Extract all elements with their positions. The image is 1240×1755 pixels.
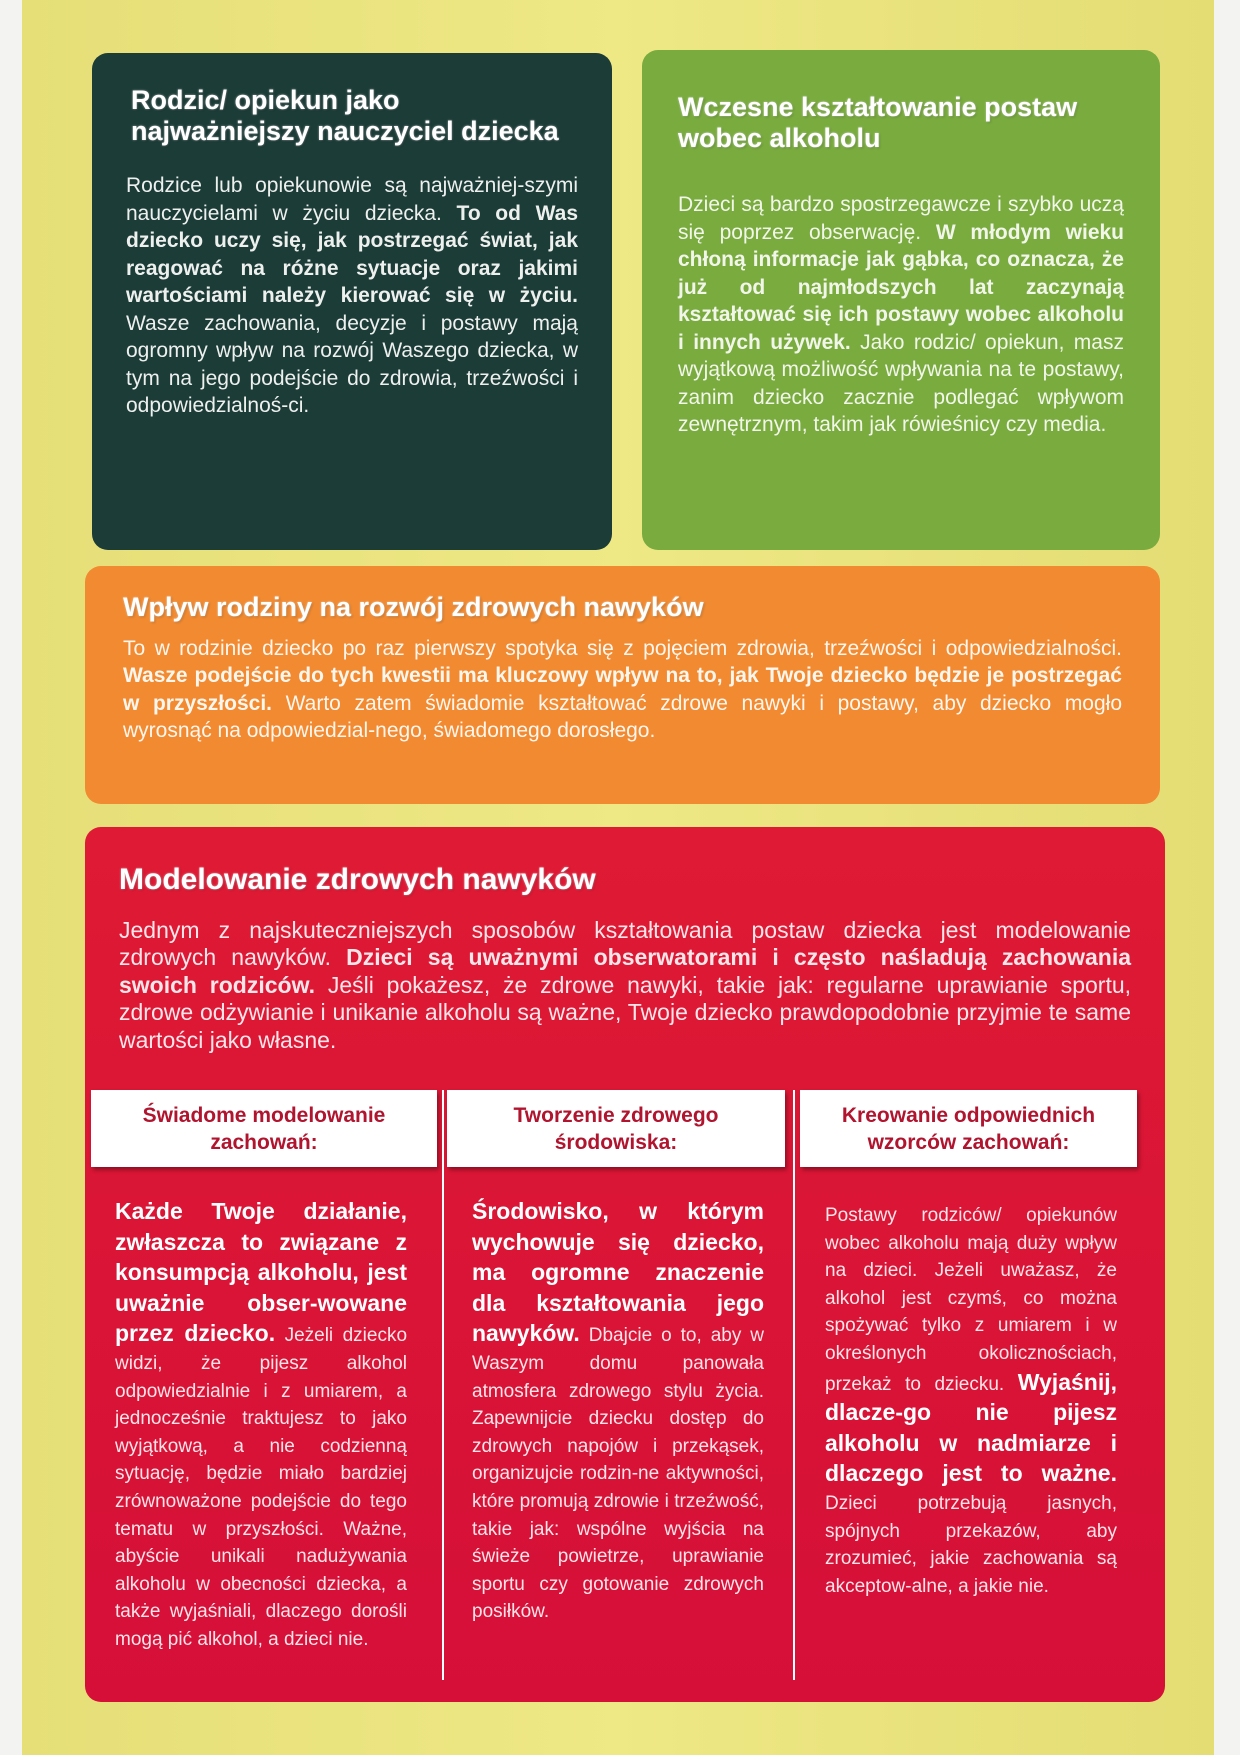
family-influence-box	[85, 566, 1160, 804]
box-title: Modelowanie zdrowych nawyków	[119, 863, 596, 896]
text-regular: Dzieci są bardzo spostrzegawcze i szybko uczą się poprzez obserwację.	[678, 193, 1124, 244]
text-bold: Środowisko, w którym wychowuje się dziecko, ma ogromne znaczenie dla kształtowania jego nawyków.	[472, 1198, 764, 1347]
leaflet-page	[22, 0, 1214, 1755]
text-bold: To od Was dziecko uczy się, jak postrzegać świat, jak reagować na różne sytuacje oraz jakimi wartościami należy kierować się w życiu.	[126, 201, 578, 307]
text-regular: Postawy rodziców/ opiekunów wobec alkoholu mają duży wpływ na dzieci. Jeżeli uważasz, że alkohol jest czymś, co można spożywać tylko z umiarem i w określonych okolicznościach, przekaż to dziecku.	[825, 1205, 1117, 1395]
text-regular: Jednym z najskuteczniejszych sposobów kształtowania postaw dziecka jest modelowanie zdrowych nawyków.	[119, 916, 1131, 971]
box-title: Wpływ rodziny na rozwój zdrowych nawyków	[123, 592, 704, 622]
box-title: Rodzic/ opiekun jako najważniejszy nauczyciel dziecka	[131, 85, 559, 146]
column-heading-healthy-environment: Tworzenie zdrowego środowiska:	[447, 1090, 785, 1167]
text-bold: Wasze podejście do tych kwestii ma kluczowy wpływ na to, jak Twoje dziecko będzie je postrzegać w przyszłości.	[123, 664, 1122, 715]
column-heading-conscious-modeling: Świadome modelowanie zachowań:	[91, 1090, 437, 1167]
column-divider	[793, 1090, 795, 1680]
early-attitudes-box	[642, 50, 1160, 550]
text-regular: To w rodzinie dziecko po raz pierwszy spotyka się z pojęciem zdrowia, trzeźwości i odpowiedzialności.	[123, 636, 1122, 660]
text-regular: Warto zatem świadomie kształtować zdrowe nawyki i postawy, aby dziecko mogło wyrosnąć na odpowiedzial-nego, świadomego dorosłego.	[123, 691, 1123, 742]
text-regular: Jako rodzic/ opiekun, masz wyjątkową możliwość wpływania na te postawy, zanim dziecko zacznie podlegać wpływom zewnętrznym, takim jak rówieśnicy czy media.	[678, 330, 1124, 436]
column-divider	[442, 1090, 444, 1680]
column-text	[472, 1197, 764, 1626]
column-text	[825, 1202, 1117, 1600]
text-regular: Jeżeli dziecko widzi, że pijesz alkohol odpowiedzialnie i z umiarem, a jednocześnie traktujesz to jako wyjątkową, a nie codzienną sytuację, będzie miało bardziej zrównoważone podejście do tego tematu w przyszłości. Ważne, abyście unikali nadużywania alkoholu w obecności dziecka, a także wyjaśniali, dlaczego dorośli mogą pić alkohol, a dzieci nie.	[115, 1325, 408, 1650]
column-text	[115, 1197, 407, 1654]
text-bold: Dzieci są uważnymi obserwatorami i często naśladują zachowania swoich rodziców.	[119, 944, 1131, 998]
text-regular: Dzieci potrzebują jasnych, spójnych przekazów, aby zrozumieć, jakie zachowania są akceptow-alne, a jakie nie.	[825, 1492, 1117, 1597]
text-regular: Dbajcie o to, aby w Waszym domu panowała atmosfera zdrowego stylu życia. Zapewnijcie dziecku dostęp do zdrowych napojów i przekąsek, organizujcie rodzin-ne aktywności, które promują zdrowie i trzeźwość, takie jak: wspólne wyjścia na świeże powietrze, uprawianie sportu czy gotowanie zdrowych posiłków.	[472, 1325, 765, 1623]
box-text	[678, 191, 1124, 439]
box-intro-text	[119, 917, 1131, 1055]
text-bold: Wyjaśnij, dlacze-go nie pijesz alkoholu w nadmiarze i dlaczego jest to ważne.	[825, 1368, 1117, 1487]
column-behavior-patterns	[825, 1202, 1117, 1600]
text-regular: Wasze zachowania, decyzje i postawy mają ogromny wpływ na rozwój Waszego dziecka, w tym na jego podejście do zdrowia, trzeźwości i odpowiedzialnoś-ci.	[126, 311, 578, 417]
text-bold: Każde Twoje działanie, zwłaszcza to związane z konsumpcją alkoholu, jest uważnie obser-wowane przez dziecko.	[115, 1198, 407, 1347]
column-conscious-modeling	[115, 1197, 407, 1654]
parent-as-teacher-box	[92, 53, 612, 550]
box-title: Wczesne kształtowanie postaw wobec alkoholu	[678, 92, 1078, 153]
modeling-habits-box	[85, 827, 1165, 1702]
column-healthy-environment	[472, 1197, 764, 1626]
column-heading-behavior-patterns: Kreowanie odpowiednich wzorców zachowań:	[800, 1090, 1137, 1167]
text-regular: Rodzice lub opiekunowie są najważniej-szymi nauczycielami w życiu dziecka.	[126, 174, 578, 225]
text-bold: W młodym wieku chłoną informacje jak gąbka, co oznacza, że już od najmłodszych lat zaczynają kształtować się ich postawy wobec alkoholu i innych używek.	[678, 220, 1125, 354]
box-text	[126, 172, 578, 420]
box-text	[123, 635, 1122, 745]
text-regular: Jeśli pokażesz, że zdrowe nawyki, takie jak: regularne uprawianie sportu, zdrowe odżywianie i unikanie alkoholu są ważne, Twoje dziecko prawdopodobnie przyjmie te same wartości jako własne.	[119, 971, 1132, 1053]
